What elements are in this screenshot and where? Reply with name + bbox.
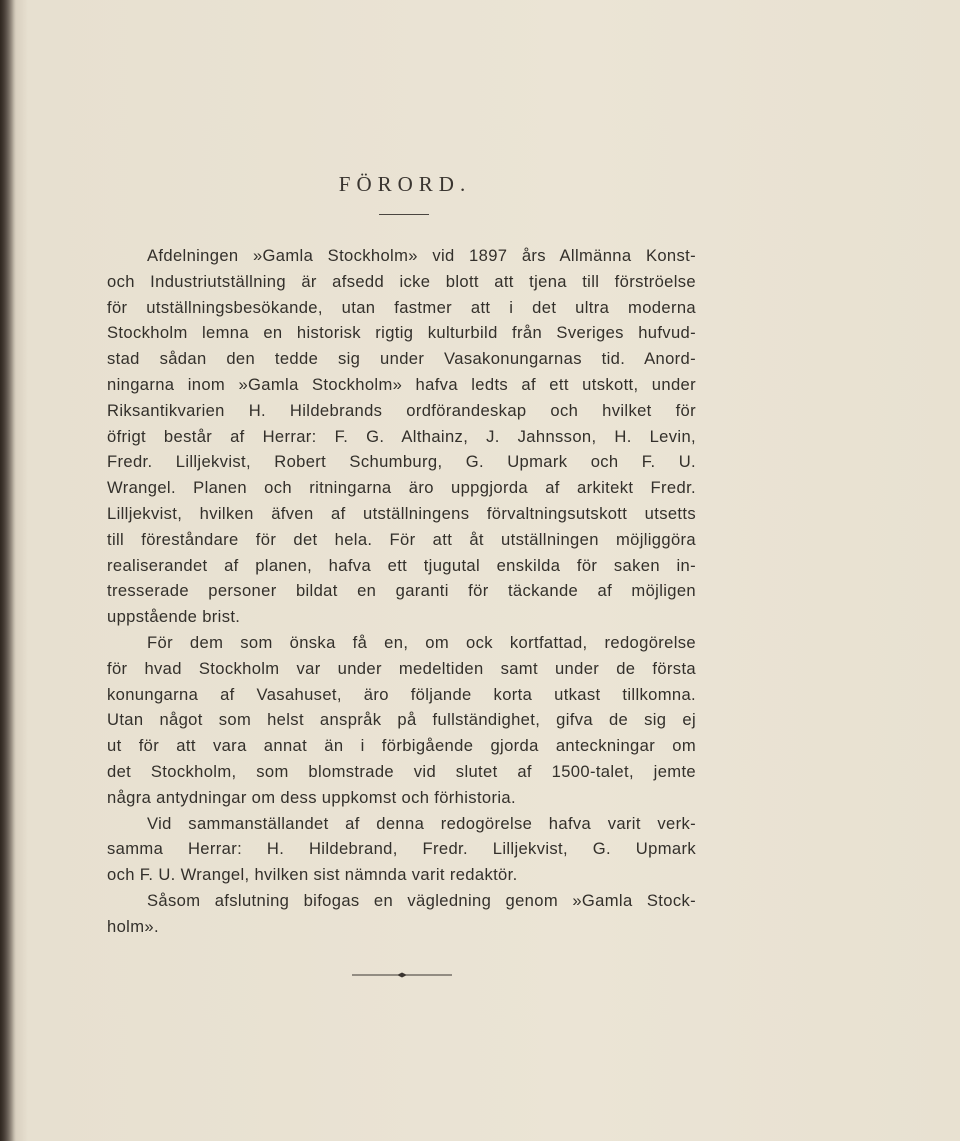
body-text [107,243,696,940]
text-line: samma Herrar: H. Hildebrand, Fredr. Lilljekvist, G. Upmark [107,839,696,859]
text-line: Utan något som helst anspråk på fullständighet, gifva de sig ej [107,710,696,730]
text-line: Såsom afslutning bifogas en vägledning genom »Gamla Stock- [147,890,696,910]
text-line: och F. U. Wrangel, hvilken sist nämnda varit redaktör. [107,865,518,885]
title-divider [379,214,429,215]
text-line: för hvad Stockholm var under medeltiden samt under de första [107,658,696,678]
text-line: ut för att vara annat än i förbigående gjorda anteckningar om [107,736,696,756]
text-line: tresserade personer bildat en garanti för täckande af möjligen [107,581,696,601]
text-line: Vid sammanställandet af denna redogörelse hafva varit verk- [147,813,696,833]
text-line: för utställningsbesökande, utan fastmer att i det ultra moderna [107,297,696,317]
text-line: Afdelningen »Gamla Stockholm» vid 1897 års Allmänna Konst- [147,246,696,265]
text-line: uppstående brist. [107,607,241,627]
text-line: till föreståndare för det hela. För att åt utställningen möjliggöra [107,529,696,549]
text-line: öfrigt består af Herrar: F. G. Althainz, J. Jahnsson, H. Levin, [107,426,696,446]
text-line: Fredr. Lilljekvist, Robert Schumburg, G. Upmark och F. U. [107,452,696,472]
text-line: Wrangel. Planen och ritningarna äro uppgjorda af arkitekt Fredr. [107,478,696,498]
text-line: och Industriutställning är afsedd icke blott att tjena till förströelse [107,271,696,291]
page-title: FÖRORD. [338,172,472,196]
text-line: För dem som önska få en, om ock kortfattad, redogörelse [147,632,696,652]
text-line: konungarna af Vasahuset, äro följande korta utkast tillkomna. [107,684,696,704]
text-line: stad sådan den tedde sig under Vasakonungarnas tid. Anord- [107,349,696,369]
text-line: det Stockholm, som blomstrade vid slutet af 1500-talet, jemte [107,761,696,781]
text-line: Riksantikvarien H. Hildebrands ordförandeskap och hvilket för [107,400,696,420]
text-line: holm». [107,916,159,936]
text-line: Lilljekvist, hvilken äfven af utställningens förvaltningsutskott utsetts [107,503,696,523]
text-line: Stockholm lemna en historisk rigtig kulturbild från Sveriges hufvud- [107,323,696,343]
text-line: några antydningar om dess uppkomst och förhistoria. [107,787,516,807]
end-ornament-divider [352,970,452,980]
text-line: ningarna inom »Gamla Stockholm» hafva ledts af ett utskott, under [107,374,696,394]
text-line: realiserandet af planen, hafva ett tjugutal enskilda för saken in- [107,555,696,575]
